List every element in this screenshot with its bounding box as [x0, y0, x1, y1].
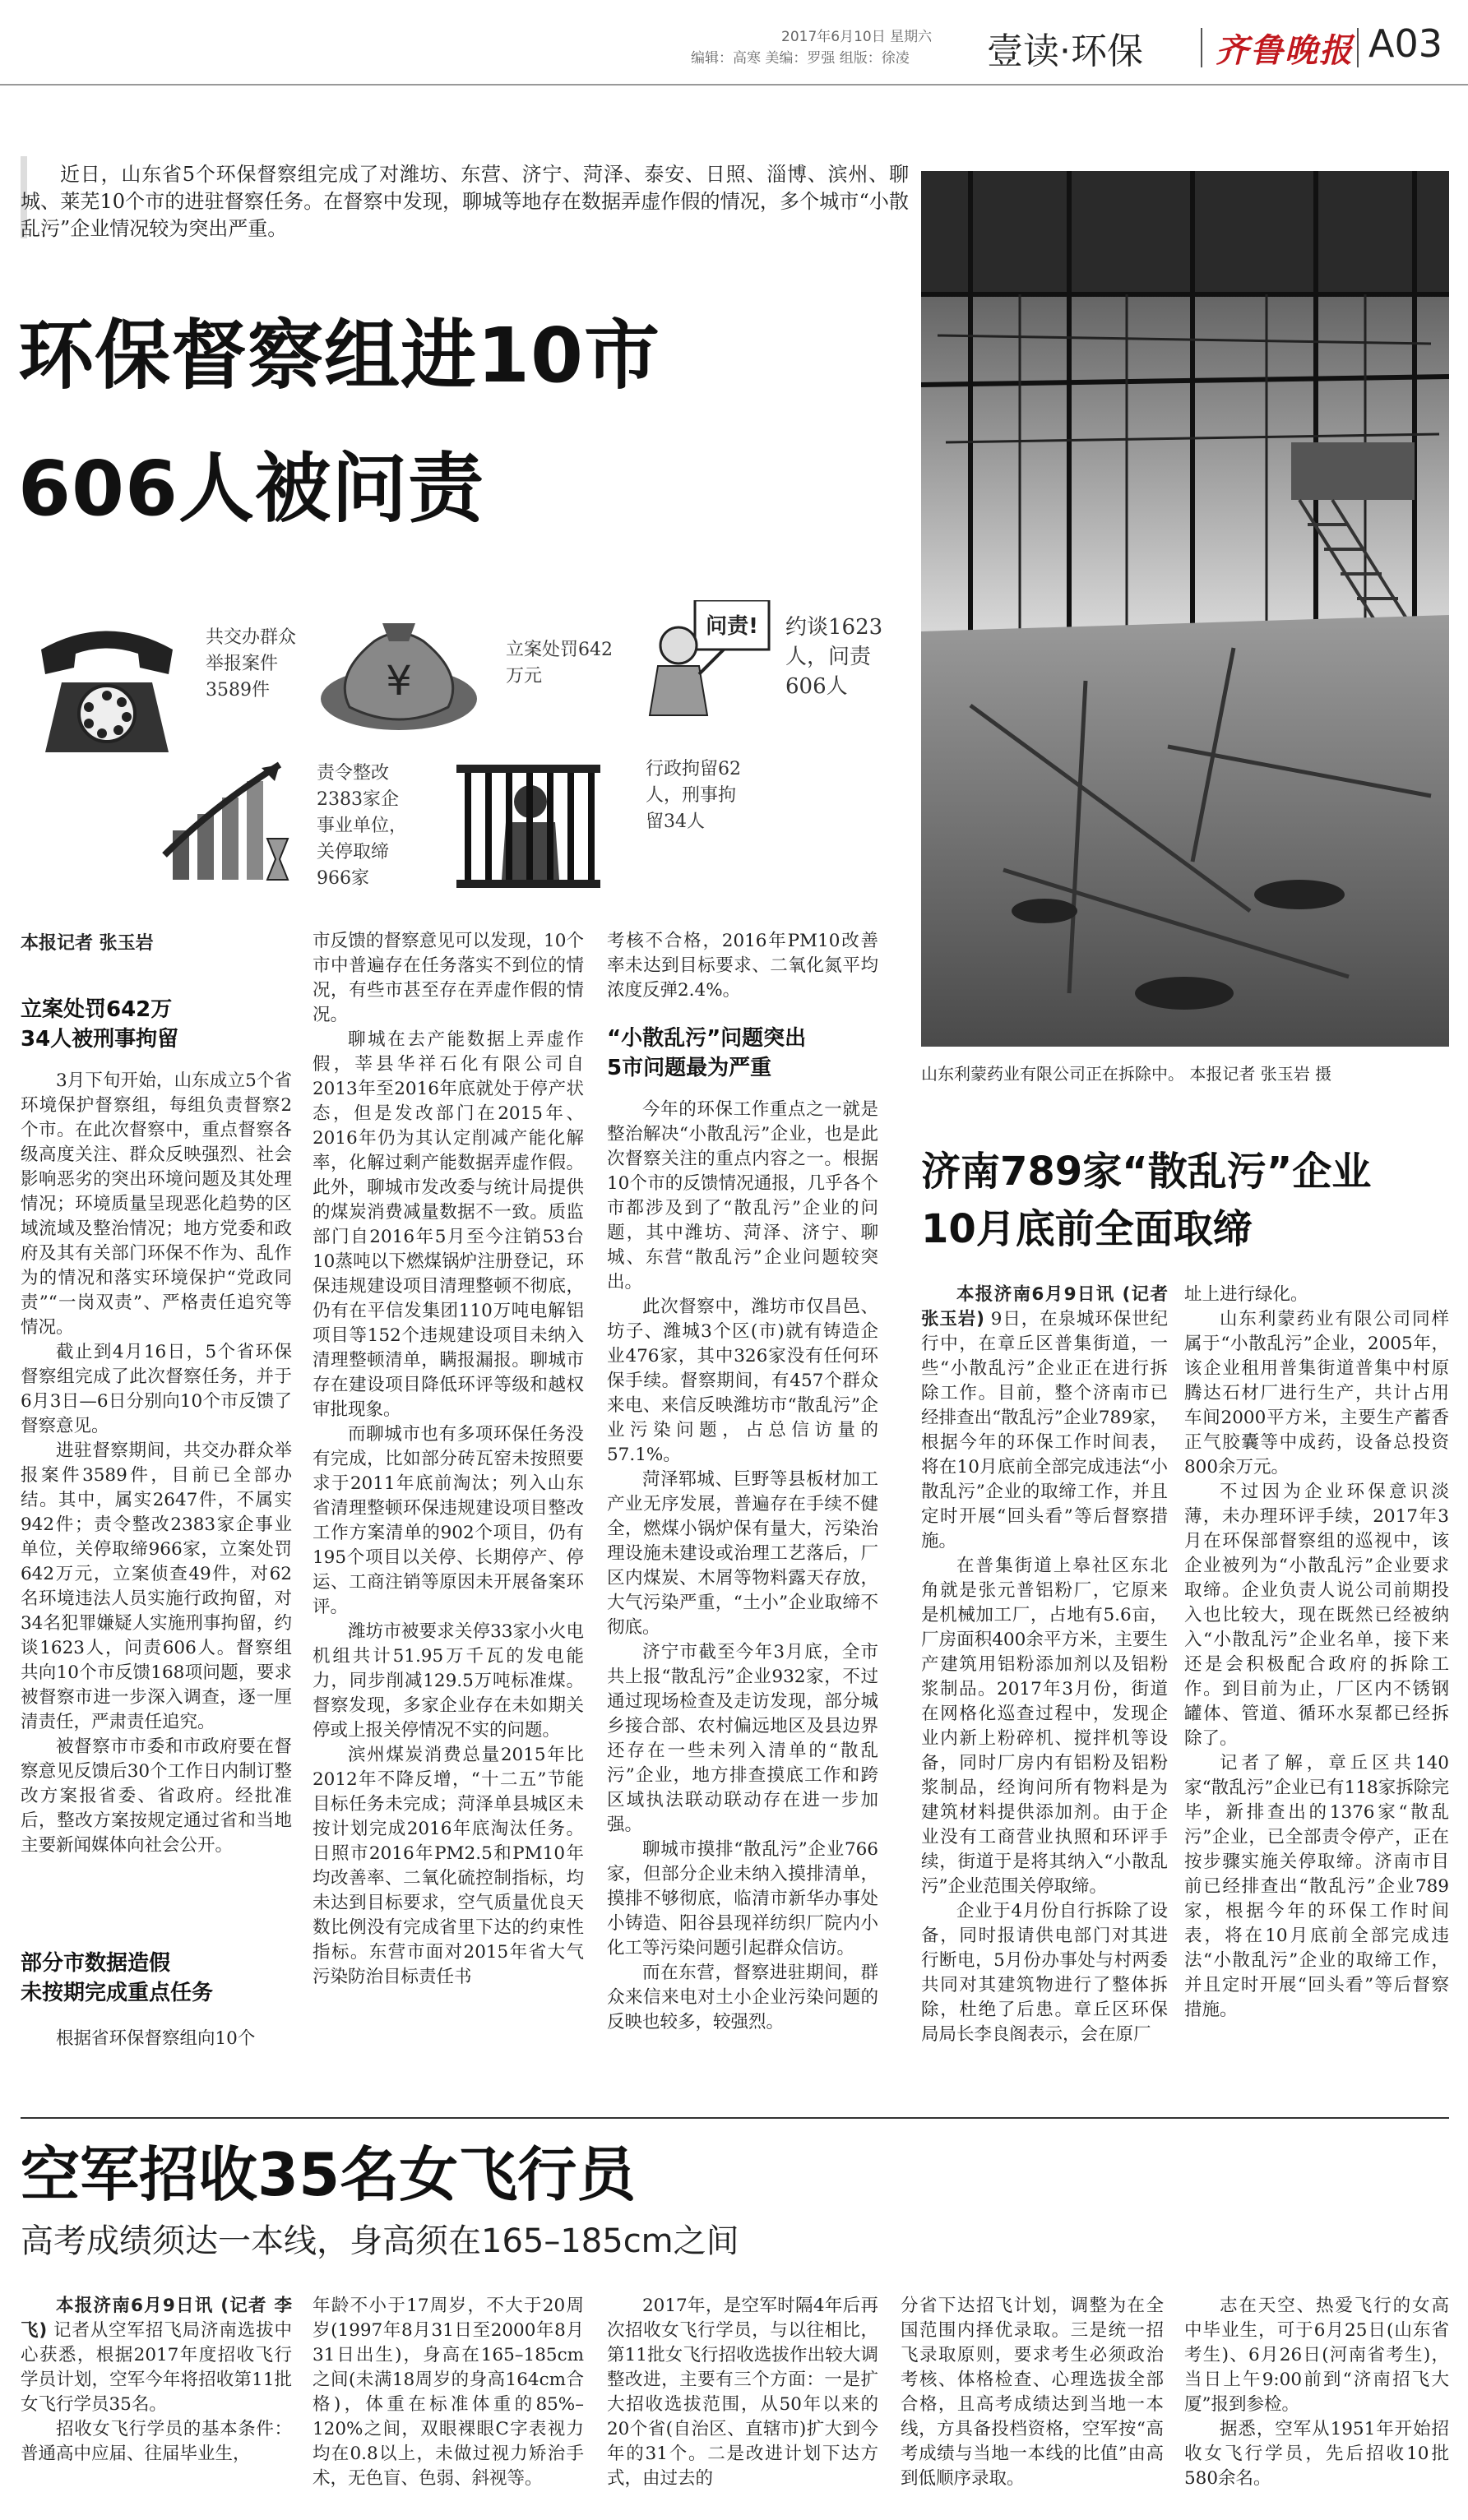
- money-bag-icon: [317, 608, 481, 732]
- paragraph: 据悉，空军从1951年开始招收女飞行学员，先后招收10批580余名。: [1184, 2419, 1449, 2489]
- paragraph: 年龄不小于17周岁，不大于20周岁(1997年8月31日至2000年8月31日出生)，身高在165–185cm之间(未满18周岁的身高164cm合格)，体重在标准体重的85%–120%之间，双眼裸眼C字表视力均在0.8以上，未做过视力矫治手术，无色盲、色弱、斜视等。: [313, 2296, 584, 2489]
- story1-subhead-1: 立案处罚642万 34人被刑事拘留: [21, 997, 179, 1052]
- story3-byline: 本报济南6月9日讯 (记者 李飞): [21, 2296, 292, 2341]
- stat-detain: 行政拘留62人，刑事拘留34人: [646, 759, 741, 832]
- paragraph: 滨州煤炭消费总量2015年比2012年不降反增，“十二五”节能目标任务未完成；菏泽单县城区未按计划完成2016年底淘汰任务。日照市2016年PM2.5和PM10年均改善率、二氧化硫控制指标，均未达到目标要求，空气质量优良天数比例没有完成省里下达的约束性指标。东营市面对2015年省大气污染防治目标责任书: [313, 1745, 584, 1987]
- paragraph: 2017年，是空军时隔4年后再次招收女飞行学员，与以往相比，第11批女飞行招收选拔作出较大调整改进，主要有三个方面：一是扩大招收选拔范围，从50年以来的20个省(自治区、直辖市)扩大到今年的31个。二是改进计划下达方式，由过去的: [607, 2296, 878, 2489]
- paragraph-text: 9日，在泉城环保世纪行中，在章丘区普集街道，一些“小散乱污”企业正在进行拆除工作。目前，整个济南市已经排查出“散乱污”企业789家，根据今年的环保工作时间表，将在10月底前全部完成违法“小散乱污”企业的取缔工作，并且定时开展“回头看”等后督察措施。: [921, 1309, 1168, 1551]
- section-divider: [21, 2117, 1449, 2119]
- masthead-divider: [1201, 28, 1202, 67]
- story1-column-1-end: [21, 2027, 292, 2051]
- paragraph: 根据省环保督察组向10个: [56, 2028, 256, 2049]
- svg-text:¥: ¥: [386, 657, 412, 705]
- paragraph: 3月下旬开始，山东成立5个省环境保护督察组，每组负责督察2个市。在此次督察中，重点督察各级高度关注、群众反映强烈、社会影响恶劣的突出环境问题及其处理情况；环境质量呈现恶化趋势的区域流域及整治情况；地方党委和政府及其有关部门环保不作为、乱作为的情况和落实环境保护“党政同责”“一岗双责”、严格责任追究等情况。: [21, 1070, 292, 1338]
- paragraph: 济宁市截至今年3月底，全市共上报“散乱污”企业932家，不过通过现场检查及走访发现，部分城乡接合部、农村偏远地区及县边界还存在一些未列入清单的“散乱污”企业，地方排查摸底工作和跨区域执法联动联动存在进一步加强。: [607, 1642, 878, 1835]
- paragraph: 不过因为企业环保意识淡薄，未办理环评手续，2017年3月在环保部督察组的巡视中，该企业被列为“小散乱污”企业要求取缔。企业负责人说公司前期投入也比较大，现在既然已经被纳入“小散乱污”企业名单，接下来还是会积极配合政府的拆除工作。到目前为止，厂区内不锈钢罐体、管道、循环水泵都已经拆除了。: [1184, 1482, 1449, 1749]
- paragraph: 被督察市市委和市政府要在督察意见反馈后30个工作日内制订整改方案报省委、省政府。经批准后，整改方案按规定通过省和当地主要新闻媒体向社会公开。: [21, 1736, 292, 1856]
- paragraph: 此次督察中，潍坊市仅昌邑、坊子、潍城3个区(市)就有铸造企业476家，其中326家没有任何环保手续。督察期间，有457个群众来电、来信反映潍坊市“散乱污”企业污染问题，占总信访量的57.1%。: [607, 1297, 878, 1465]
- masthead-date: 2017年6月10日 星期六: [781, 29, 933, 45]
- masthead-divider-2: [1357, 28, 1359, 67]
- story1-intro: 近日，山东省5个环保督察组完成了对潍坊、东营、济宁、菏泽、泰安、日照、淄博、滨州、聊城、莱芜10个市的进驻督察任务。在督察中发现，聊城等地存在数据弄虚作假的情况，多个城市“小散乱污”企业情况较为突出严重。: [21, 163, 909, 240]
- story2-column-2: [1184, 1283, 1449, 2064]
- paragraph: 今年的环保工作重点之一就是整治解决“小散乱污”企业，也是此次督察关注的重点内容之一。根据10个市的反馈情况通报，几乎各个市都涉及到了“散乱污”企业的问题，其中潍坊、菏泽、济宁、聊城、东营“散乱污”企业问题较突出。: [607, 1099, 878, 1292]
- story3-column-3: [607, 2294, 878, 2504]
- story1-byline: 本报记者 张玉岩: [21, 933, 154, 954]
- masthead-section: 壹读·环保: [987, 30, 1143, 72]
- paragraph: 截止到4月16日，5个省环保督察组完成了此次督察任务，并于6月3日—6日分别向10个市反馈了督察意见。: [21, 1342, 292, 1436]
- growth-chart-icon: [156, 756, 296, 888]
- story2-byline: 本报济南6月9日讯 (记者 张玉岩): [921, 1284, 1168, 1329]
- paragraph: 址上进行绿化。: [1184, 1284, 1308, 1305]
- paragraph: 而在东营，督察进驻期间，群众来信来电对土小企业污染问题的反映也较多，较强烈。: [607, 1963, 878, 2032]
- story2-column-1: [921, 1283, 1168, 2064]
- paragraph: 分省下达招飞计划，调整为在全国范围内择优录取。三是统一招飞录取原则，要求考生必须政治考核、体格检查、心理选拔全部合格，且高考成绩达到当地一本线，方具备投档资格，空军按“高考成绩与当地一本线的比值”由高到低顺序录取。: [901, 2296, 1164, 2489]
- paragraph: 聊城市摸排“散乱污”企业766家，但部分企业未纳入摸排清单，摸排不够彻底，临清市新华办事处小铸造、阳谷县现祥纺织厂院内小化工等污染问题引起群众信访。: [607, 1839, 878, 1958]
- story1-headline-2: 606人被问责: [18, 445, 485, 533]
- paragraph: 而聊城市也有多项环保任务没有完成，比如部分砖瓦窑未按照要求于2011年底前淘汰；列入山东省清理整顿环保违规建设项目整改工作方案清单的902个项目，仍有195个项目以关停、长期停产、停运、工商注销等原因未开展备案环评。: [313, 1424, 584, 1617]
- story3-column-5: [1184, 2294, 1449, 2504]
- story1-column-3-body: [607, 1098, 878, 2064]
- story3-headline: 空军招收35名女飞行员: [21, 2140, 637, 2209]
- paragraph: 招收女飞行学员的基本条件：普通高中应届、往届毕业生，: [21, 2419, 292, 2464]
- story1-subhead-3: “小散乱污”问题突出 5市问题最为严重: [607, 1026, 807, 1080]
- paragraph: 山东利蒙药业有限公司同样属于“小散乱污”企业，2005年，该企业租用普集街道普集中村原腾达石材厂进行生产，共计占用车间2000平方米，主要生产蓄香正气胶囊等中成药，设备总投资800余万元。: [1184, 1309, 1449, 1477]
- paragraph: 志在天空、热爱飞行的女高中毕业生，可于6月25日(山东省考生)、6月26日(河南省考生)，当日上午9:00前到“济南招飞大厦”报到参检。: [1184, 2296, 1449, 2415]
- factory-demolition-photo: [921, 171, 1449, 1047]
- story3-column-2: [313, 2294, 584, 2504]
- paragraph: 考核不合格，2016年PM10改善率未达到目标要求、二氧化氮平均浓度反弹2.4%。: [607, 931, 878, 1001]
- story1-subhead-2: 部分市数据造假 未按期完成重点任务: [21, 1951, 214, 2005]
- paragraph: [921, 1283, 1168, 1554]
- story1-column-3: [607, 929, 878, 1003]
- stat-fine: 立案处罚642万元: [506, 640, 613, 687]
- paragraph: 菏泽郓城、巨野等县板材加工产业无序发展，普遍存在手续不健全，燃煤小锅炉保有量大，污染治理设施未建设或治理工艺落后，厂区内煤炭、木屑等物料露天存放，大气污染严重，“土小”企业取缔不彻底。: [607, 1469, 878, 1638]
- paper-logo: 齐鲁晚报: [1216, 31, 1354, 70]
- paragraph: [21, 2294, 292, 2417]
- photo-caption: 山东利蒙药业有限公司正在拆除中。 本报记者 张玉岩 摄: [921, 1064, 1332, 1084]
- paragraph: 在普集街道上皋社区东北角就是张元普铝粉厂，它原来是机械加工厂，占地有5.6亩，厂房面积400余平方米，主要生产建筑用铝粉添加剂以及铝粉浆制品。2017年3月份，街道在网格化巡查过程中，发现企业内新上粉碎机、搅拌机等设备，同时厂房内有铝粉及铝粉浆制品，经询问所有物料是为建筑材料提供添加剂。由于企业没有工商营业执照和环评手续，街道于是将其纳入“小散乱污”企业范围关停取缔。: [921, 1556, 1168, 1897]
- paragraph: 企业于4月份自行拆除了设备，同时报请供电部门对其进行断电，5月份办事处与村两委共同对其建筑物进行了整体拆除，杜绝了后患。章丘区环保局局长李良阁表示，会在原厂: [921, 1901, 1168, 2045]
- story3-subheadline: 高考成绩须达一本线，身高须在165–185cm之间: [21, 2222, 739, 2260]
- stat-interview: 约谈1623人，问责606人: [785, 615, 883, 699]
- paragraph: 记者了解，章丘区共140家“散乱污”企业已有118家拆除完毕，新排查出的1376家“散乱污”企业，已全部责令停产，正在按步骤实施关停取缔。济南市目前已经排查出“散乱污”企业789家，根据今年的环保工作时间表，将在10月底前全部完成违法“小散乱污”企业的取缔工作，并且定时开展“回头看”等后督察措施。: [1184, 1753, 1449, 2020]
- paragraph-text: 记者从空军招飞局济南选拔中心获悉，根据2017年度招收飞行学员计划，空军今年将招收第11批女飞行学员35名。: [21, 2320, 292, 2415]
- telephone-icon: [33, 617, 181, 756]
- stat-rectify: 责令整改2383家企事业单位，关停取缔966家: [317, 763, 408, 889]
- masthead-editors: 编辑：高寒 美编：罗强 组版：徐凌: [691, 50, 910, 67]
- paragraph: 聊城在去产能数据上弄虚作假，莘县华祥石化有限公司自2013年至2016年底就处于停产状态，但是发改部门在2015年、2016年仍为其认定削减产能化解率，化解过剩产能数据弄虚作假。此外，聊城市发改委与统计局提供的煤炭消费减量数据不一致。质监部门自2016年5月至今注销53台10蒸吨以下燃煤锅炉注册登记，环保违规建设项目清理整顿不彻底，仍有在平信发集团110万吨电解铝项目等152个违规建设项目未纳入清理整顿清单，瞒报漏报。聊城市存在建设项目降低环评等级和越权审批现象。: [313, 1029, 584, 1420]
- accountability-cartoon-icon: [629, 600, 785, 724]
- story3-column-4: [901, 2294, 1164, 2504]
- paragraph: 市反馈的督察意见可以发现，10个市中普遍存在任务落实不到位的情况，有些市甚至存在弄虚作假的情况。: [313, 931, 584, 1025]
- story2-headline-1: 济南789家“散乱污”企业: [921, 1149, 1372, 1195]
- page-number: A03: [1368, 21, 1443, 66]
- paragraph: 进驻督察期间，共交办群众举报案件3589件，目前已全部办结。其中，属实2647件，不属实942件；责令整改2383家企事业单位，关停取缔966家，立案处罚642万元，立案侦查49件，对62名环境违法人员实施行政拘留，对34名犯罪嫌疑人实施刑事拘留，约谈1623人，问责606人。督察组共向10个市反馈168项问题，要求被督察市进一步深入调查，逐一厘清责任，严肃责任追究。: [21, 1440, 292, 1732]
- story1-column-1: [21, 1069, 292, 1858]
- story2-headline-2: 10月底前全面取缔: [921, 1206, 1253, 1252]
- story3-column-1: [21, 2294, 292, 2504]
- masthead-rule: [0, 84, 1468, 86]
- story1-column-2: [313, 929, 584, 2064]
- story1-headline-1: 环保督察组进10市: [18, 312, 661, 400]
- svg-text:问责!: 问责!: [706, 614, 758, 639]
- paragraph: 潍坊市被要求关停33家小火电机组共计51.95万千瓦的发电能力，同步削减129.5万吨标准煤。督察发现，多家企业存在未如期关停或上报关停情况不实的问题。: [313, 1621, 584, 1741]
- stat-complaints: 共交办群众举报案件3589件: [206, 627, 297, 701]
- jail-bars-icon: [456, 765, 600, 888]
